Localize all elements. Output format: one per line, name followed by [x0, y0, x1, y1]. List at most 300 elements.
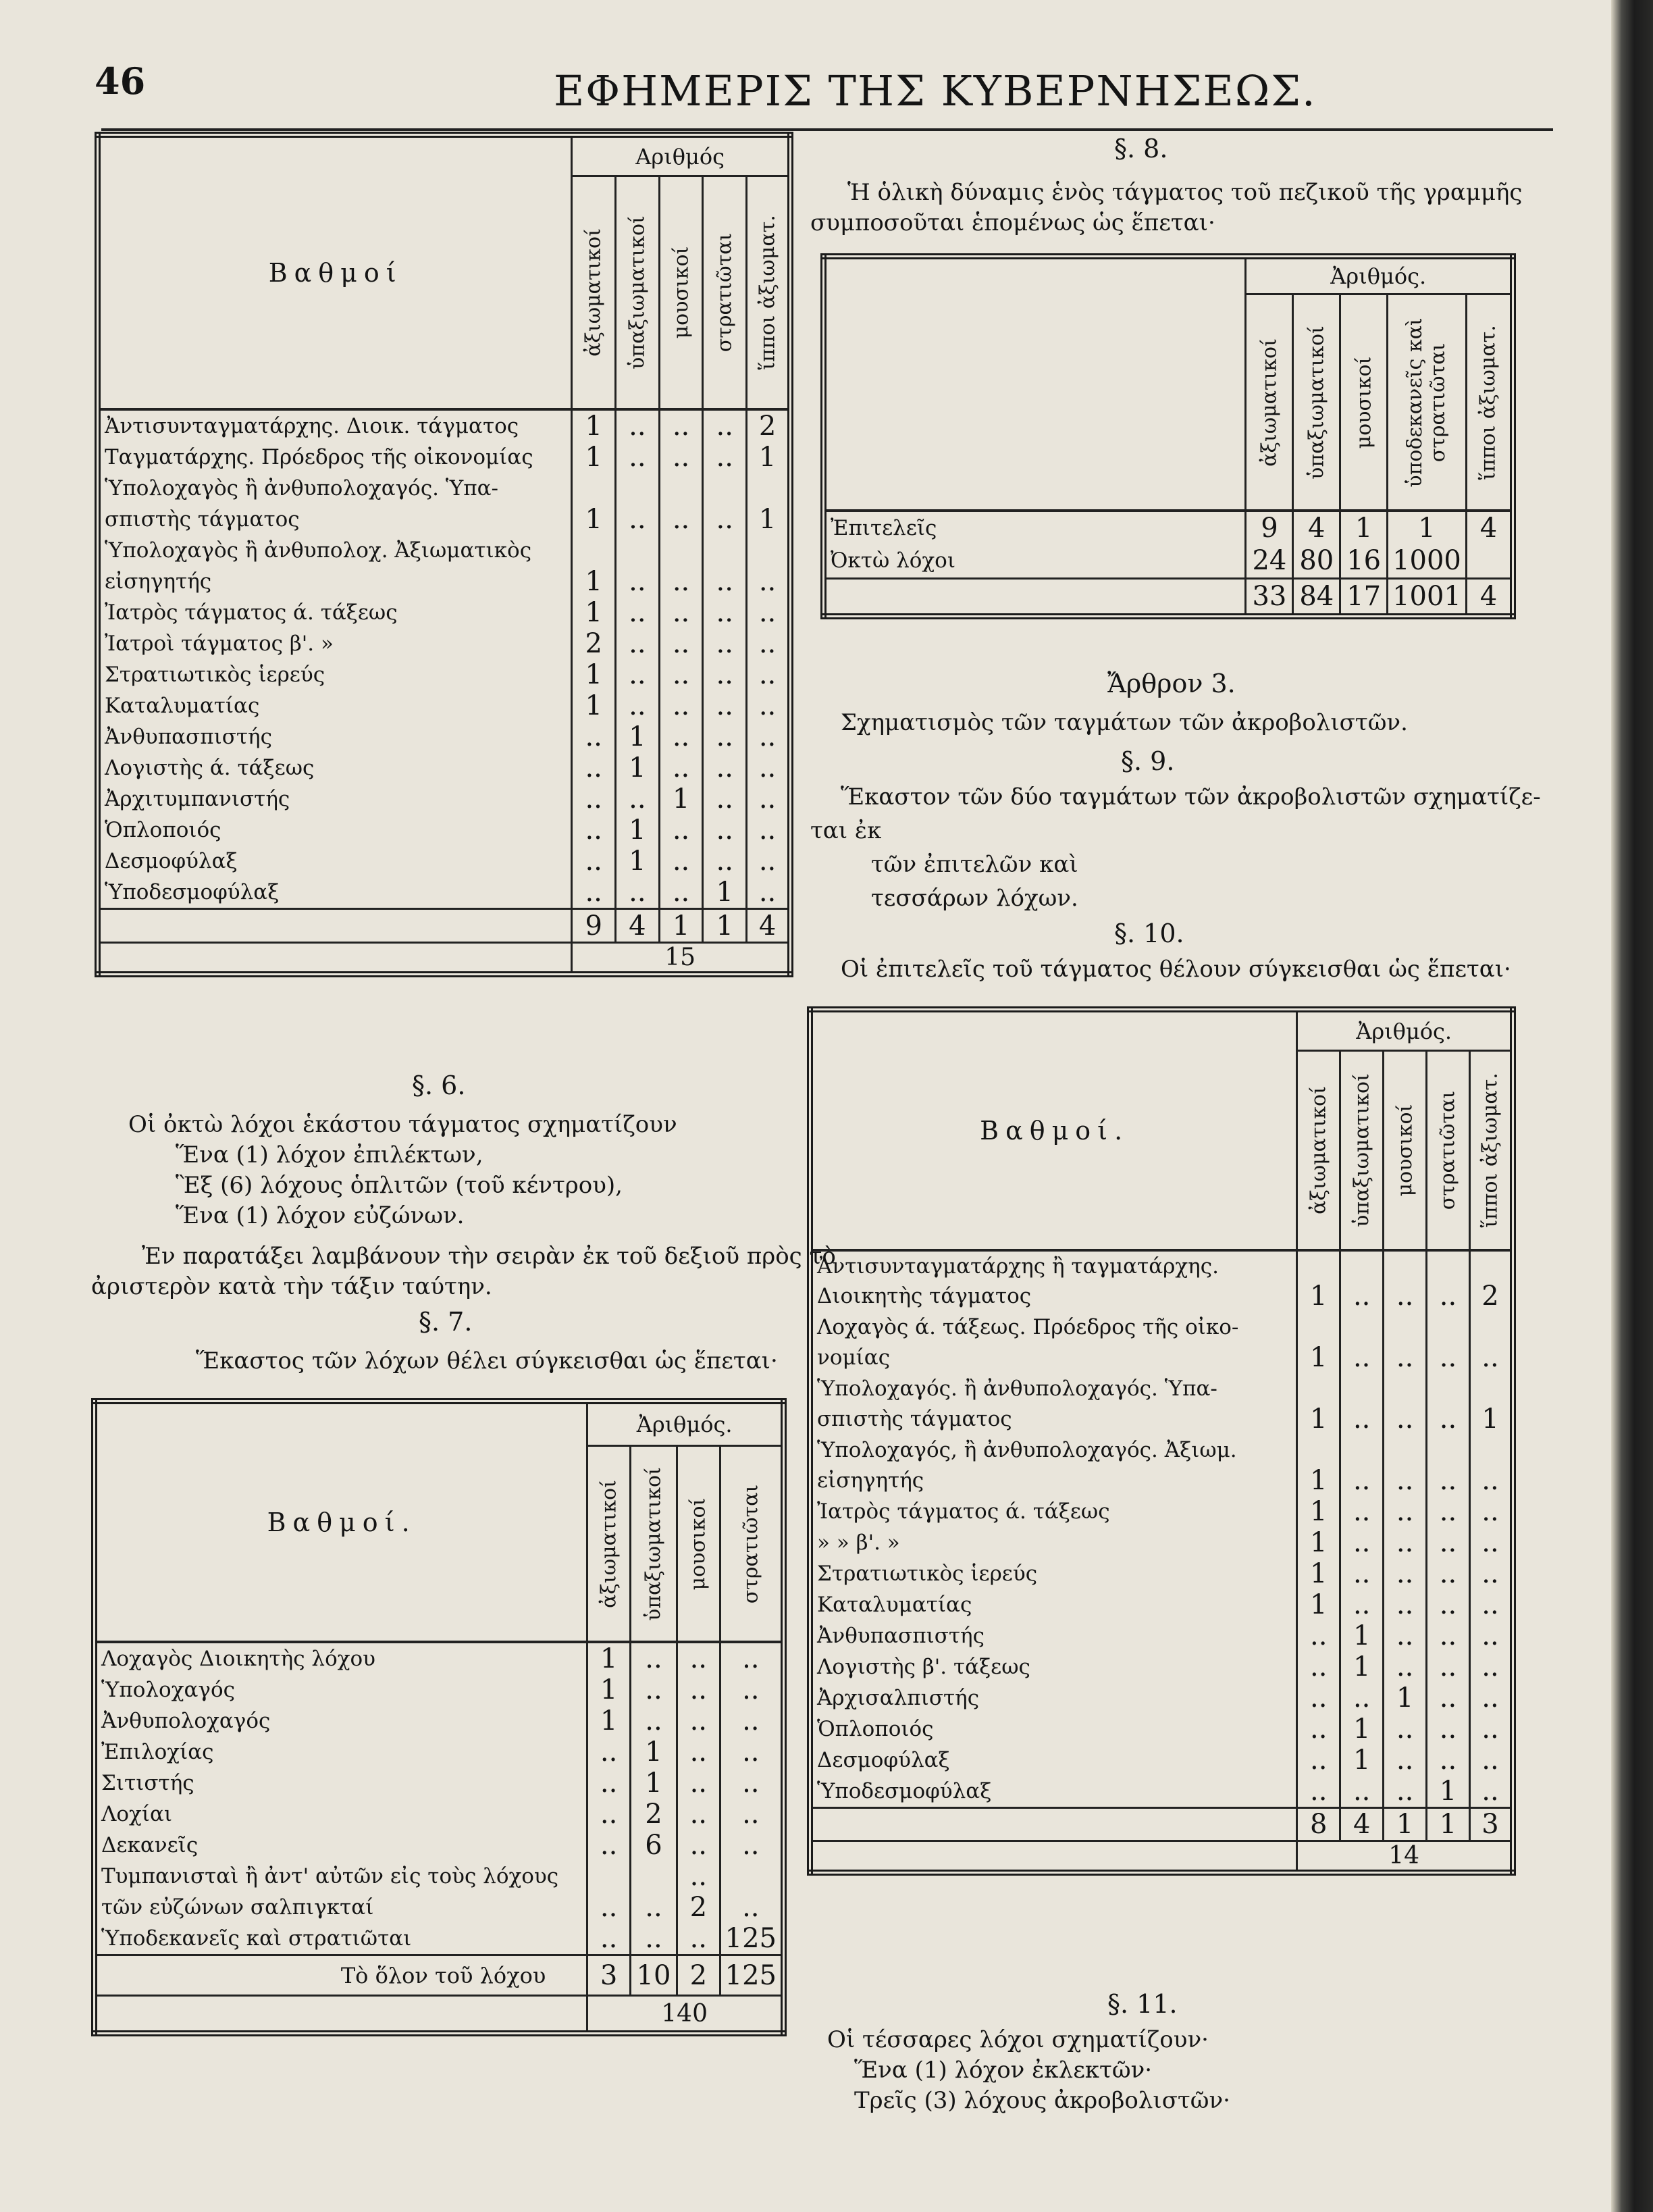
column-header: ὑπαξιωματικοί: [1350, 1073, 1374, 1227]
row-cell: ..: [616, 442, 660, 473]
table-row: [95, 1861, 784, 1892]
row-cell: 1: [616, 815, 660, 846]
row-cell: ..: [677, 1642, 720, 1674]
row-cell: [572, 535, 616, 566]
row-cell: [747, 473, 791, 504]
row-cell: ..: [616, 597, 660, 628]
row-cell: ..: [1427, 1682, 1470, 1714]
row-cell: 1: [630, 1768, 677, 1799]
row-cell: ..: [1340, 1496, 1384, 1527]
row-label: Δεσμοφύλαξ: [817, 1748, 950, 1772]
row-label: Λοχαγὸς Διοικητὴς λόχου: [101, 1647, 376, 1671]
row-cell: ..: [1469, 1745, 1513, 1776]
row-cell: ..: [1340, 1465, 1384, 1496]
row-label: Ἀνθυπασπιστής: [105, 725, 272, 749]
row-cell: ..: [677, 1674, 720, 1705]
row-cell: ..: [587, 1737, 631, 1768]
table-row: [95, 1799, 784, 1830]
row-cell: ..: [1340, 1682, 1384, 1714]
row-label: Ὁπλοποιός: [105, 818, 221, 842]
row-cell: ..: [587, 1799, 631, 1830]
row-cell: 1: [587, 1642, 631, 1674]
table-row: [810, 1776, 1513, 1808]
grand-total: 140: [587, 1996, 784, 2034]
table-row: [810, 1620, 1513, 1651]
row-cell: ..: [1469, 1527, 1513, 1558]
row-cell: ..: [572, 783, 616, 815]
row-cell: ..: [703, 846, 747, 877]
row-cell: ..: [677, 1923, 720, 1955]
row-cell: ..: [703, 628, 747, 659]
column-header: ἀξιωματικοί: [597, 1479, 621, 1608]
row-cell: [1384, 1435, 1427, 1465]
row-cell: 1: [1340, 1745, 1384, 1776]
total-cell: 1: [703, 909, 747, 943]
row-cell: [1384, 1312, 1427, 1342]
table-row: [95, 1768, 784, 1799]
total-cell: 4: [616, 909, 660, 943]
table-c-body: [824, 511, 1513, 578]
row-cell: 1: [572, 659, 616, 690]
section-9-line: Ἕκαστον τῶν δύο ταγμάτων τῶν ἀκροβολιστῶν σχηματίζε-: [841, 783, 1541, 811]
row-cell: ..: [572, 752, 616, 783]
table-row: [810, 1435, 1513, 1465]
section-11-line: Τρεῖς (3) λόχους ἀκροβολιστῶν·: [854, 2087, 1230, 2114]
row-cell: ..: [747, 659, 791, 690]
row-cell: ..: [747, 721, 791, 752]
total-cell: 84: [1293, 578, 1340, 616]
table-row: [98, 473, 791, 504]
row-cell: ..: [659, 877, 703, 909]
row-cell: ..: [630, 1642, 677, 1674]
row-cell: 1000: [1388, 544, 1467, 578]
row-cell: ..: [747, 628, 791, 659]
book-binding-edge: [1611, 0, 1653, 2212]
row-cell: ..: [747, 877, 791, 909]
section-11-line: Ἕνα (1) λόχον ἐκλεκτῶν·: [854, 2057, 1153, 2084]
row-cell: [1427, 1373, 1470, 1404]
section-9-line: ται ἐκ: [810, 817, 882, 844]
column-header: στρατιῶται: [739, 1484, 763, 1603]
total-cell: 8: [1297, 1808, 1340, 1841]
table-row: [810, 1281, 1513, 1312]
row-cell: [747, 535, 791, 566]
row-label: Ὑπολοχαγός. ἢ ἀνθυπολοχαγός. Ὑπα-: [817, 1376, 1217, 1401]
section-6-line: Οἱ ὀκτὼ λόχοι ἑκάστου τάγματος σχηματίζουν: [128, 1111, 677, 1138]
row-cell: ..: [703, 752, 747, 783]
column-header: μουσικοί: [1393, 1104, 1417, 1197]
row-label: Διοικητὴς τάγματος: [817, 1284, 1032, 1308]
row-cell: [1427, 1312, 1470, 1342]
row-cell: 1: [703, 877, 747, 909]
row-cell: 1: [1297, 1281, 1340, 1312]
section-6-heading: §. 6.: [412, 1071, 466, 1100]
row-cell: ..: [616, 877, 660, 909]
row-cell: 1: [572, 597, 616, 628]
column-header: ἵπποι ἀξιωματ.: [1478, 1073, 1502, 1228]
section-11-heading: §. 11.: [1107, 1989, 1178, 2019]
row-cell: ..: [677, 1737, 720, 1768]
section-8-heading: §. 8.: [1114, 134, 1168, 163]
row-cell: ..: [1384, 1342, 1427, 1373]
row-cell: ..: [572, 877, 616, 909]
table-row: [98, 566, 791, 597]
row-label: Καταλυματίας: [105, 694, 260, 718]
row-cell: ..: [1384, 1281, 1427, 1312]
grade-header: Βαθμοί.: [810, 1010, 1297, 1251]
row-cell: [1340, 1373, 1384, 1404]
row-cell: 1: [1297, 1496, 1340, 1527]
row-cell: 1: [1340, 511, 1388, 544]
row-cell: [659, 535, 703, 566]
row-label: Ὑποδεσμοφύλαξ: [105, 880, 280, 904]
row-cell: 1: [572, 690, 616, 721]
row-cell: ..: [1384, 1465, 1427, 1496]
row-cell: ..: [1340, 1342, 1384, 1373]
row-label: Ἀνθυπασπιστής: [817, 1624, 985, 1648]
row-cell: 1: [1469, 1404, 1513, 1435]
table-d: [807, 1006, 1516, 1876]
row-cell: ..: [659, 690, 703, 721]
row-cell: ..: [1297, 1620, 1340, 1651]
grade-header: Βαθμοί.: [95, 1401, 587, 1643]
article-3-heading: Ἄρθρον 3.: [1107, 669, 1236, 698]
row-cell: ..: [1384, 1496, 1427, 1527]
table-row: [95, 1830, 784, 1861]
row-cell: ..: [659, 566, 703, 597]
total-cell: 17: [1340, 578, 1388, 616]
row-cell: ..: [677, 1768, 720, 1799]
table-row: [810, 1651, 1513, 1682]
row-cell: ..: [659, 846, 703, 877]
row-cell: ..: [616, 504, 660, 535]
row-cell: 1: [572, 409, 616, 442]
column-header: ὑπαξιωματικοί: [1305, 325, 1329, 480]
row-cell: [720, 1861, 783, 1892]
row-cell: ..: [747, 566, 791, 597]
row-cell: [1469, 1312, 1513, 1342]
row-label: Ὑπολοχαγός, ἢ ἀνθυπολοχαγός. Ἀξιωμ.: [817, 1437, 1237, 1462]
column-header: ὑπαξιωματικοί: [641, 1466, 666, 1621]
row-cell: ..: [1340, 1404, 1384, 1435]
section-9-heading: §. 9.: [1121, 746, 1175, 776]
table-a-body: [98, 409, 791, 909]
row-cell: [1469, 1373, 1513, 1404]
table-row: [95, 1674, 784, 1705]
row-cell: ..: [720, 1674, 783, 1705]
row-cell: ..: [630, 1923, 677, 1955]
total-cell: 4: [747, 909, 791, 943]
row-cell: ..: [659, 409, 703, 442]
row-label: Σιτιστής: [101, 1771, 194, 1795]
row-cell: [703, 535, 747, 566]
grand-total: 14: [1297, 1841, 1513, 1873]
row-cell: 1: [1427, 1776, 1470, 1808]
table-row: [98, 690, 791, 721]
row-label: Λοχαγὸς ά. τάξεως. Πρόεδρος τῆς οἰκο-: [817, 1314, 1239, 1339]
column-header: ὑπαξιωματικοί: [625, 215, 650, 369]
row-cell: [1297, 1312, 1340, 1342]
row-cell: ..: [1427, 1342, 1470, 1373]
row-label: εἰσηγητής: [817, 1468, 924, 1493]
row-cell: 1: [1297, 1342, 1340, 1373]
table-b: [91, 1398, 787, 2036]
row-cell: ..: [720, 1737, 783, 1768]
section-9-line: τεσσάρων λόχων.: [871, 885, 1078, 912]
row-cell: ..: [659, 721, 703, 752]
row-cell: ..: [1469, 1496, 1513, 1527]
table-row: [810, 1682, 1513, 1714]
column-header: ἀξιωματικοί: [1257, 338, 1282, 467]
article-3-subtitle: Σχηματισμὸς τῶν ταγμάτων τῶν ἀκροβολιστῶν.: [841, 709, 1408, 736]
total-cell: 1: [1427, 1808, 1470, 1841]
row-label: Ἀνθυπολοχαγός: [101, 1709, 271, 1733]
row-cell: ..: [1297, 1714, 1340, 1745]
row-cell: ..: [703, 504, 747, 535]
row-cell: ..: [659, 597, 703, 628]
row-cell: [630, 1861, 677, 1892]
row-cell: ..: [1340, 1558, 1384, 1589]
total-cell: 2: [677, 1955, 720, 1996]
row-cell: ..: [1297, 1776, 1340, 1808]
row-cell: 4: [1293, 511, 1340, 544]
row-cell: 16: [1340, 544, 1388, 578]
table-row: [98, 815, 791, 846]
row-cell: ..: [1469, 1558, 1513, 1589]
table-row: [810, 1714, 1513, 1745]
row-label: Ὑποδεκανεῖς καὶ στρατιῶται: [101, 1926, 412, 1951]
row-cell: ..: [1384, 1776, 1427, 1808]
row-cell: [1297, 1250, 1340, 1281]
row-cell: ..: [630, 1674, 677, 1705]
row-cell: 2: [747, 409, 791, 442]
table-row: [810, 1404, 1513, 1435]
row-label: Λοχίαι: [101, 1802, 173, 1826]
row-cell: ..: [1384, 1714, 1427, 1745]
column-header: στρατιῶται: [712, 232, 737, 353]
row-cell: ..: [703, 659, 747, 690]
row-cell: ..: [677, 1830, 720, 1861]
row-cell: ..: [677, 1861, 720, 1892]
row-label: σπιστὴς τάγματος: [817, 1407, 1012, 1431]
row-cell: ..: [659, 815, 703, 846]
table-row: [98, 877, 791, 909]
row-cell: ..: [703, 783, 747, 815]
number-header: Ἀριθμός.: [587, 1401, 784, 1446]
row-cell: ..: [1340, 1527, 1384, 1558]
row-cell: ..: [1469, 1714, 1513, 1745]
column-header: ἀξιωματικοί: [581, 228, 606, 357]
total-label: Τὸ ὅλον τοῦ λόχου: [95, 1955, 587, 1996]
column-header: ἵπποι ἀξιωματ.: [756, 215, 780, 370]
row-cell: ..: [587, 1923, 631, 1955]
table-row: [98, 752, 791, 783]
row-label: Καταλυματίας: [817, 1593, 972, 1617]
row-cell: ..: [659, 752, 703, 783]
table-row: [98, 659, 791, 690]
grade-header: Βαθμοί: [98, 135, 572, 410]
table-row: [95, 1642, 784, 1674]
row-label: Ἰατρὸς τάγματος ά. τάξεως: [105, 600, 398, 625]
row-cell: ..: [720, 1799, 783, 1830]
row-cell: ..: [587, 1768, 631, 1799]
row-cell: 1: [1388, 511, 1467, 544]
row-cell: ..: [572, 846, 616, 877]
row-cell: ..: [747, 783, 791, 815]
row-cell: 1: [572, 566, 616, 597]
header-rule: [101, 128, 1553, 131]
section-6-line: Ἐν παρατάξει λαμβάνουν τὴν σειρὰν ἐκ τοῦ δεξιοῦ πρὸς τὸ: [142, 1243, 836, 1270]
total-cell: 1: [659, 909, 703, 943]
row-cell: 1: [1340, 1714, 1384, 1745]
row-cell: [1384, 1373, 1427, 1404]
row-cell: ..: [1297, 1682, 1340, 1714]
row-cell: ..: [630, 1892, 677, 1923]
row-cell: 1: [587, 1705, 631, 1737]
row-cell: 1: [1297, 1465, 1340, 1496]
table-row: [98, 409, 791, 442]
row-cell: ..: [1427, 1496, 1470, 1527]
number-header: Ἀριθμός.: [1246, 257, 1513, 294]
column-header: στρατιῶται: [1436, 1090, 1460, 1210]
row-cell: ..: [659, 659, 703, 690]
row-cell: 1: [572, 442, 616, 473]
row-cell: [1340, 1312, 1384, 1342]
row-cell: ..: [616, 783, 660, 815]
row-cell: 125: [720, 1923, 783, 1955]
row-cell: ..: [1384, 1620, 1427, 1651]
table-row: [98, 535, 791, 566]
row-cell: ..: [720, 1642, 783, 1674]
section-7-intro: Ἕκαστος τῶν λόχων θέλει σύγκεισθαι ὡς ἕπεται·: [196, 1347, 778, 1374]
row-cell: [1297, 1435, 1340, 1465]
row-cell: 6: [630, 1830, 677, 1861]
section-10-intro: Οἱ ἐπιτελεῖς τοῦ τάγματος θέλουν σύγκεισθαι ὡς ἕπεται·: [841, 956, 1511, 983]
row-cell: ..: [677, 1799, 720, 1830]
row-cell: 1: [1384, 1682, 1427, 1714]
row-cell: ..: [747, 846, 791, 877]
row-label: σπιστὴς τάγματος: [105, 507, 300, 532]
row-cell: [587, 1861, 631, 1892]
row-cell: ..: [720, 1892, 783, 1923]
row-cell: 1: [1297, 1589, 1340, 1620]
row-cell: ..: [1340, 1589, 1384, 1620]
section-9-line: τῶν ἐπιτελῶν καὶ: [871, 851, 1078, 878]
row-cell: ..: [720, 1768, 783, 1799]
row-cell: 1: [630, 1737, 677, 1768]
table-row: [810, 1745, 1513, 1776]
row-label: » » β'. »: [817, 1531, 900, 1555]
row-label: Ὑπολοχαγὸς ἢ ἀνθυπολοχαγός. Ὑπα-: [105, 476, 499, 500]
table-row: [95, 1892, 784, 1923]
grand-total: 15: [572, 943, 791, 975]
row-cell: 2: [630, 1799, 677, 1830]
row-label: Ταγματάρχης. Πρόεδρος τῆς οἰκονομίας: [105, 445, 533, 469]
row-label: Στρατιωτικὸς ἱερεύς: [105, 663, 325, 687]
row-cell: 1: [747, 504, 791, 535]
row-cell: ..: [616, 659, 660, 690]
table-row: [810, 1312, 1513, 1342]
row-cell: ..: [1427, 1714, 1470, 1745]
row-cell: ..: [572, 721, 616, 752]
total-cell: 1001: [1388, 578, 1467, 616]
row-cell: ..: [703, 409, 747, 442]
row-cell: 80: [1293, 544, 1340, 578]
table-row: [98, 597, 791, 628]
row-label: Ὑποδεσμοφύλαξ: [817, 1779, 992, 1803]
table-row: [98, 442, 791, 473]
row-cell: ..: [1384, 1558, 1427, 1589]
table-row: [810, 1250, 1513, 1281]
row-cell: ..: [1427, 1465, 1470, 1496]
table-a: [95, 132, 793, 977]
row-cell: ..: [1427, 1589, 1470, 1620]
section-8-line: συμποσοῦται ἑπομένως ὡς ἕπεται·: [810, 209, 1215, 236]
row-cell: ..: [1469, 1620, 1513, 1651]
table-row: [98, 628, 791, 659]
row-cell: ..: [1469, 1776, 1513, 1808]
row-cell: ..: [572, 815, 616, 846]
row-cell: ..: [1384, 1651, 1427, 1682]
row-cell: 1: [1340, 1620, 1384, 1651]
row-cell: ..: [616, 690, 660, 721]
row-cell: ..: [703, 690, 747, 721]
row-cell: 1: [1297, 1558, 1340, 1589]
row-cell: ..: [1469, 1589, 1513, 1620]
row-cell: ..: [1427, 1281, 1470, 1312]
table-row: [98, 721, 791, 752]
row-cell: ..: [703, 721, 747, 752]
row-label: Ἰατρὸς τάγματος ά. τάξεως: [817, 1499, 1110, 1524]
row-cell: [1297, 1373, 1340, 1404]
column-header: μουσικοί: [669, 246, 693, 339]
table-row: [824, 511, 1513, 544]
table-row: [824, 544, 1513, 578]
row-cell: ..: [1427, 1620, 1470, 1651]
row-cell: 1: [1297, 1527, 1340, 1558]
row-cell: ..: [1384, 1404, 1427, 1435]
row-cell: ..: [659, 504, 703, 535]
row-label: Ὁπλοποιός: [817, 1717, 934, 1741]
table-row: [810, 1465, 1513, 1496]
section-6-line: Ἕνα (1) λόχον ἐπιλέκτων,: [176, 1141, 483, 1168]
row-cell: [1427, 1250, 1470, 1281]
row-cell: ..: [616, 628, 660, 659]
row-cell: ..: [1469, 1342, 1513, 1373]
row-cell: ..: [659, 628, 703, 659]
row-label: τῶν εὐζώνων σαλπιγκταί: [101, 1895, 374, 1920]
row-cell: ..: [1384, 1745, 1427, 1776]
total-cell: 33: [1246, 578, 1293, 616]
row-cell: [1384, 1250, 1427, 1281]
row-cell: ..: [616, 409, 660, 442]
row-cell: ..: [1297, 1745, 1340, 1776]
row-label: Ἀντισυνταγματάρχης ἢ ταγματάρχης.: [817, 1254, 1219, 1279]
section-7-heading: §. 7.: [419, 1307, 473, 1337]
row-cell: 1: [616, 721, 660, 752]
row-label: νομίας: [817, 1345, 891, 1370]
row-cell: ..: [587, 1892, 631, 1923]
table-row: [98, 783, 791, 815]
column-header: ὑποδεκανεῖς καὶ στρατιῶται: [1402, 317, 1450, 488]
row-cell: ..: [1469, 1651, 1513, 1682]
row-label: Ὀκτὼ λόχοι: [831, 548, 955, 573]
row-cell: [572, 473, 616, 504]
total-cell: 1: [1384, 1808, 1427, 1841]
row-cell: [1469, 1250, 1513, 1281]
row-cell: [659, 473, 703, 504]
table-row: [810, 1558, 1513, 1589]
